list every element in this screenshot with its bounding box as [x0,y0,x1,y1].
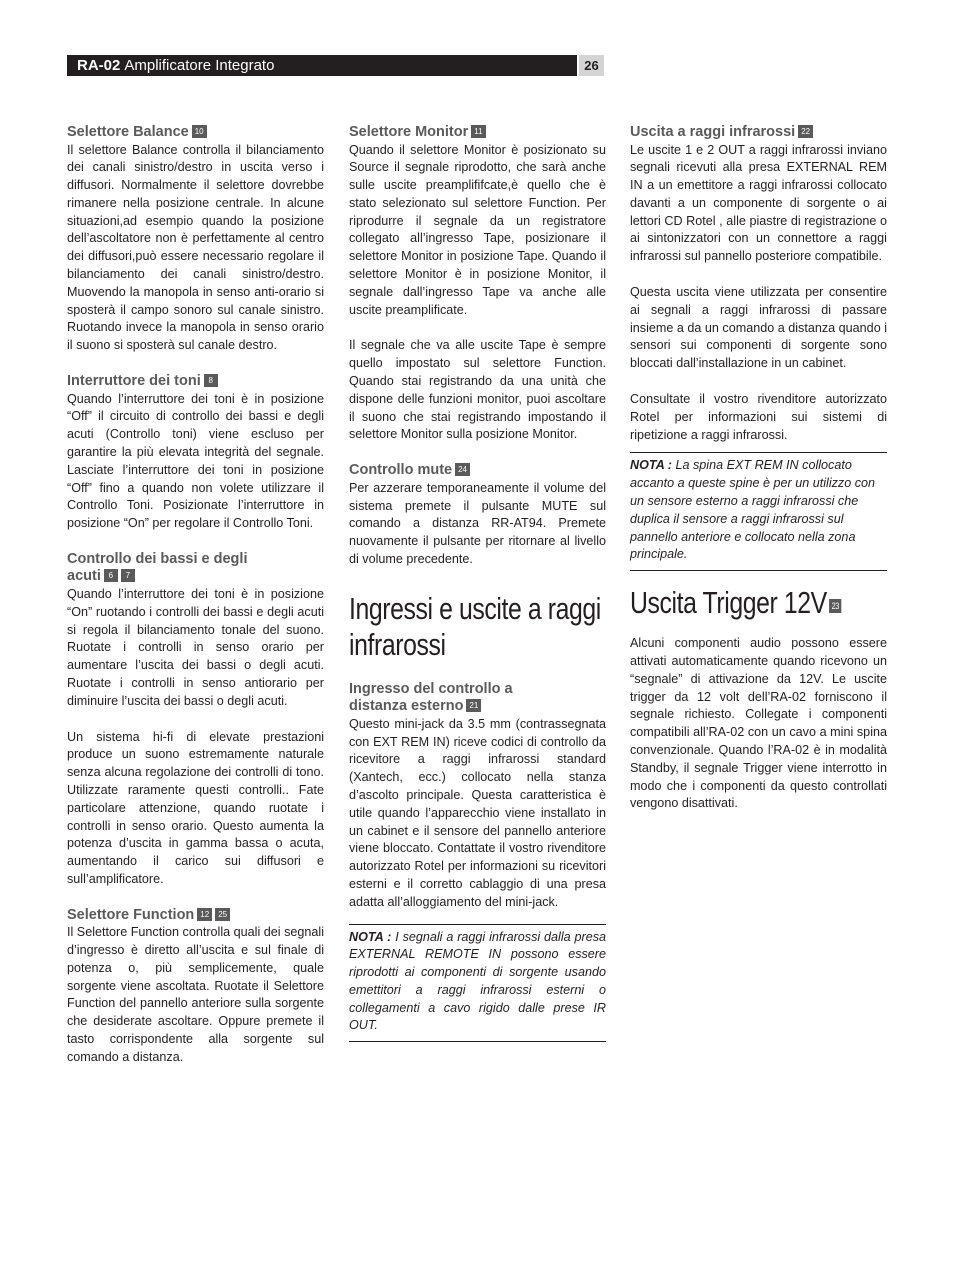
reference-tag: 22 [798,125,813,138]
heading-text: Interruttore dei toni [67,373,201,390]
section-heading [67,551,324,586]
note-text: I segnali a raggi infrarossi dalla presa EXTERNAL REMOTE IN possono essere riprodotti ai componenti di sorgente usando emettitori a raggi infrarossi esterni o collegamenti a cavo rigido dalle prese IR OUT. [349,929,607,1033]
reference-tag: 11 [471,125,485,138]
reference-tag: 23 [829,599,841,613]
paragraph: Quando l’interruttore dei toni è in posizione “Off” il circuito di controllo dei bassi e degli acuti (Controllo toni) viene escluso per garantire la più elevata integrità del segnale. Lasciate l’interruttore dei toni in posizione “Off” fino a quando non volete utilizzare il Controllo Toni. Posizionate l’interruttore in posizione “On” per regolare il Controllo Toni. [67,391,324,531]
section-heading [67,373,324,391]
reference-tag: 25 [215,908,230,921]
note-box [630,452,887,571]
paragraph: Per azzerare temporaneamente il volume del sistema premete il pulsante MUTE sul comando a distanza RR-AT94. Premete nuovamente il pulsante per ritornare al livello di volume precedente. [349,480,606,566]
reference-tag: 10 [192,125,207,138]
paragraph: Il selettore Balance controlla il bilanciamento dei canali sinistro/destro in uscita verso i diffusori. Normalmente il selettore dovrebbe rimanere nella posizione centrale. In alcune situazioni,ad esempio quando la posizione dell’ascoltatore non è perfettamente al centro dei diffusori,può essere necessario regolare il bilanciamento dei canali sinistro/destro. Muovendo la manopola in senso anti-orario si sposterà il campo sonoro sul canale sinistro. Ruotando invece la manopola in senso orario il suono si sposterà sul canale destro. [67,142,324,353]
heading-text: Ingresso del controllo a [349,680,513,697]
reference-tag: 21 [466,699,481,712]
heading-text: Uscita Trigger 12V [630,585,827,621]
paragraph: Il Selettore Function controlla quali dei segnali d’ingresso è diretto all’uscita e sul finale di potenza o, più semplicemente, quale sorgente viene ascoltata. Ruotate il Selettore Function del pannello anteriore sulla sorgente che desiderate ascoltare. Oppure premete il tasto corrispondente alla sorgente sul comando a distanza. [67,925,324,1064]
section-heading [67,907,324,925]
reference-tag: 6 [104,569,118,582]
major-heading [630,585,887,621]
heading-text: Selettore Monitor [349,124,469,140]
paragraph: Consultate il vostro rivenditore autorizzato Rotel per informazioni sui sistemi di ripetizione a raggi infrarossi. [630,392,887,442]
reference-tag: 8 [204,374,218,387]
section-heading [349,462,606,480]
header-bar [67,55,577,76]
section-heading [630,124,887,142]
header-subtitle: Amplificatore Integrato [124,57,275,74]
heading-text: distanza esterno [349,698,464,715]
reference-tag: 12 [197,908,212,921]
column-2 [349,122,606,1042]
heading-text: Selettore Function [67,906,195,923]
heading-text: Selettore Balance [67,124,189,140]
heading-text: Uscita a raggi infrarossi [630,124,796,140]
paragraph: Quando l’interruttore dei toni è in posizione “On” ruotando i controlli dei bassi e degli acuti si regola il bilanciamento tonale del suono. Ruotate i controlli in senso orario per aumentare l’uscita dei bassi o degli acuti. Ruotate i controlli in senso antiorario per diminuire l’uscita dei bassi o degli acuti. [67,586,324,708]
major-heading-line [630,585,887,621]
major-heading-line: infrarossi [349,626,446,662]
section-heading [349,681,606,716]
major-heading [349,591,606,663]
section-heading [67,124,324,142]
section-heading [349,124,606,142]
page-number: 26 [579,55,604,76]
paragraph: Il segnale che va alle uscite Tape è sempre quello impostato sul selettore Function. Quando stai registrando da una unità che dispone delle funzioni monitor, puoi ascoltare il suono che stai registrando impostando il selettore Monitor sulla posizione Monitor. [349,338,606,442]
note-text: La spina EXT REM IN collocato accanto a queste spine è per un utilizzo con un sensore esterno a raggi infrarossi che duplica il sensore a raggi infrarossi sul pannello anteriore e collocato nella zona principale. [630,458,876,562]
column-3 [630,122,887,813]
major-heading-line: Ingressi e uscite a raggi [349,590,601,626]
paragraph: Quando il selettore Monitor è posizionato su Source il segnale riprodotto, che sarà anche sulle uscite preamplififcate,è quello che è stato selezionato sul selettore Function. Per riprodurre il segnale da un registratore collegato all’ingresso Tape, posizionare il selettore Monitor in posizione Tape. Quando il selettore Monitor è in posizione Monitor, il segnale dall’ingresso Tape va anche alle uscite preamplificate. [349,142,606,317]
heading-text: Controllo mute [349,462,453,479]
column-1 [67,122,324,1067]
paragraph: Questo mini-jack da 3.5 mm (contrassegnata con EXT REM IN) riceve codici di controllo da ricevitore a raggi infrarossi standard (Xantech, ecc.) collocato nella stanza d’ascolto principale. Questa caratteristica è utile quando l’apparecchio viene installato in un cabinet e il sensore del pannello anteriore viene bloccato. Contattate il vostro rivenditore autorizzato Rotel per informazioni su ricevitori esterni e il corretto cablaggio di una presa adatta all’alloggiamento del mini-jack. [349,716,606,909]
reference-tag: 7 [121,569,135,582]
reference-tag: 24 [455,463,470,476]
model-name: RA-02 [77,57,121,74]
paragraph: Le uscite 1 e 2 OUT a raggi infrarossi inviano segnali ricevuti alla presa EXTERNAL REM IN a un emettitore a raggi infrarossi collocato davanti a un componente di sorgente o ai lettori CD Rotel , alle piastre di registrazione o ai sintonizzatori con un connettore a raggi infrarossi sul pannello posteriore compatibile. [630,142,887,264]
note-box [349,924,606,1043]
paragraph: Alcuni componenti audio possono essere attivati automaticamente quando ricevono un “segnale” di attivazione da 12V. Le uscite trigger da 12 volt dell’RA-02 forniscono il segnale richiesto. Collegate i componenti compatibili all’RA-02 con un cavo a mini spina convenzionale. Quando l’RA-02 è in modalità Standby, il segnale Trigger viene interrotto in modo che i componenti da questo controllati vengono disattivati. [630,636,887,811]
heading-text: Controllo dei bassi e degli [67,550,248,567]
paragraph: Questa uscita viene utilizzata per consentire ai segnali a raggi infrarossi di passare insieme a da un comando a distanza quando i sensori sui componenti di sorgente sono bloccati dall’installazione in un cabinet. [630,285,887,371]
note-label: NOTA : [630,458,672,473]
note-label: NOTA : [349,929,392,944]
paragraph: Un sistema hi-fi di elevate prestazioni produce un suono estremamente naturale senza alcuna regolazione dei controlli di tono. Utilizzate raramente questi controlli.. Fate particolare attenzione, quando ruotate i controlli in senso orario. Questo aumenta la potenza d’uscita in gamma bassa o acuta, aumentando il carico sui diffusori e sull’amplificatore. [67,729,324,886]
heading-text: acuti [67,568,101,585]
